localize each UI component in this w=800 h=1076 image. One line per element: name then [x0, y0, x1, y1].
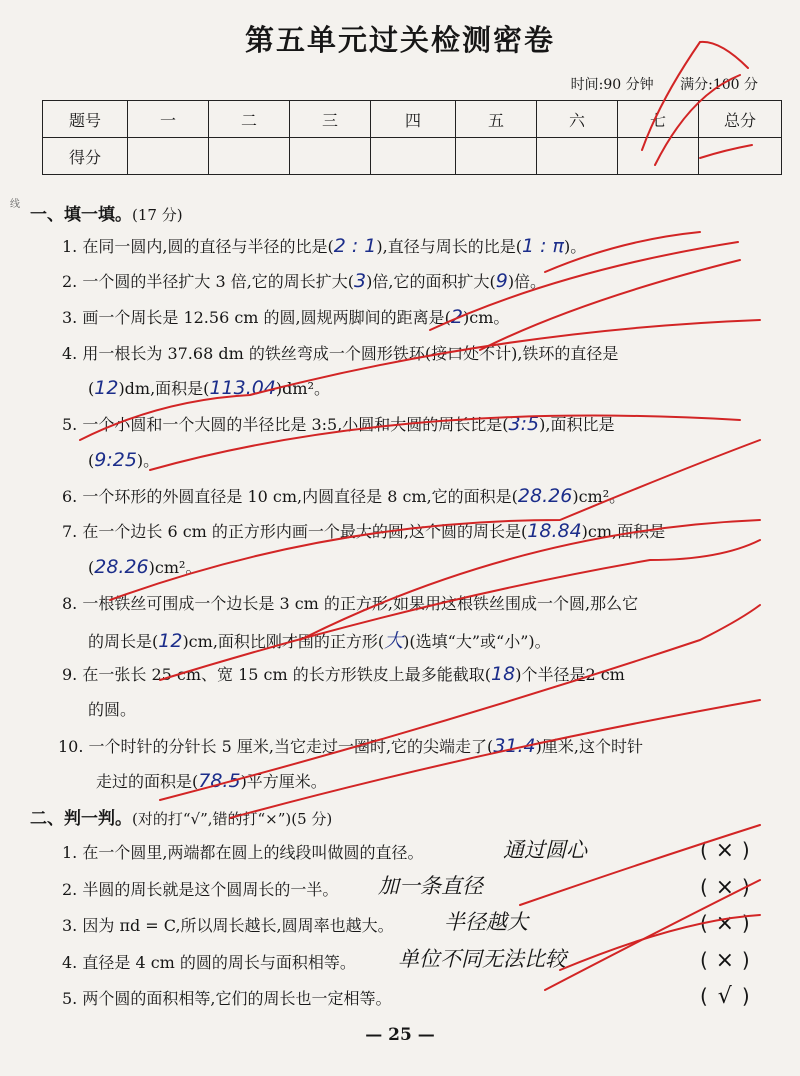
question-8 — [62, 591, 638, 614]
question-7 — [62, 519, 665, 542]
question-text: ),直径与周长的比是( — [376, 237, 522, 256]
question-text: 6. 一个环形的外圆直径是 10 cm,内圆直径是 8 cm,它的面积是( — [62, 487, 518, 506]
question-9-cont — [88, 697, 136, 720]
question-text: )。 — [136, 451, 160, 470]
section-1-heading — [30, 200, 183, 225]
judge-mark: × — [715, 875, 735, 900]
handwritten-answer: 3:5 — [508, 413, 540, 435]
score-table-cell: 七 — [618, 101, 699, 138]
handwritten-answer: 9 — [495, 270, 508, 292]
judge-answer: ( × ) — [700, 948, 750, 973]
question-text: ( — [88, 451, 95, 470]
time-limit: 时间:90 分钟 — [570, 77, 654, 93]
judge-answer: ( × ) — [700, 875, 750, 900]
judge-item — [62, 913, 394, 936]
section-title: 一、填一填。 — [30, 205, 132, 225]
judge-item — [62, 986, 391, 1009]
score-table — [42, 100, 782, 175]
score-table-cell: 题号 — [43, 101, 128, 138]
question-7-cont — [88, 555, 201, 578]
question-text: 7. 在一个边长 6 cm 的正方形内画一个最大的圆,这个圆的周长是( — [62, 522, 528, 541]
judge-statement: 3. 因为 πd = C,所以周长越长,圆周率也越大。 — [62, 916, 394, 935]
question-text: 10. 一个时针的分针长 5 厘米,当它走过一圈时,它的尖端走了( — [58, 737, 494, 756]
page-title: 第五单元过关检测密卷 — [244, 23, 555, 57]
handwritten-note: 通过圆心 — [503, 838, 587, 862]
handwritten-note: 半径越大 — [444, 910, 528, 934]
question-3 — [62, 305, 509, 328]
handwritten-answer: 28.26 — [517, 485, 573, 507]
question-text: )。 — [563, 237, 587, 256]
binding-edge-mark: 线 — [10, 199, 20, 210]
question-text: )平方厘米。 — [240, 772, 327, 791]
score-table-cell: 五 — [456, 101, 537, 138]
score-cell-empty — [128, 138, 209, 175]
handwritten-note: 单位不同无法比较 — [398, 947, 566, 971]
handwritten-answer: 31.4 — [493, 735, 536, 757]
question-text: ),面积比是 — [539, 415, 615, 434]
judge-item — [62, 950, 356, 973]
question-1 — [62, 234, 586, 257]
page-number: — 25 — — [365, 1025, 435, 1045]
judge-statement: 1. 在一个圆里,两端都在圆上的线段叫做圆的直径。 — [62, 843, 424, 862]
judge-answer: ( × ) — [700, 911, 750, 936]
question-text: 8. 一根铁丝可围成一个边长是 3 cm 的正方形,如果用这根铁丝围成一个圆,那么它 — [62, 594, 639, 613]
section-points: (对的打“√”,错的打“×”)(5 分) — [132, 810, 333, 828]
question-text: )厘米,这个时针 — [535, 737, 643, 756]
question-text: )个半径是2 cm — [515, 665, 625, 684]
judge-mark: × — [715, 948, 735, 973]
question-9 — [62, 662, 625, 685]
question-text: )dm,面积是( — [118, 379, 210, 398]
question-text: 2. 一个圆的半径扩大 3 倍,它的周长扩大( — [62, 272, 355, 291]
section-2-heading — [30, 804, 332, 829]
question-8-cont — [88, 626, 551, 653]
score-cell-empty — [699, 138, 782, 175]
question-text: )cm²。 — [572, 487, 626, 506]
handwritten-answer: 18 — [491, 663, 516, 685]
question-text: 4. 用一根长为 37.68 dm 的铁丝弯成一个圆形铁环(接口处不计),铁环的直径是 — [62, 344, 619, 363]
question-text: )(选填“大”或“小”)。 — [403, 632, 551, 651]
judge-item — [62, 840, 423, 863]
handwritten-answer: 12 — [94, 377, 119, 399]
question-text: 的圆。 — [88, 700, 137, 719]
judge-answer: ( × ) — [700, 838, 750, 863]
question-4-cont — [88, 376, 330, 399]
judge-answer: ( √ ) — [700, 984, 750, 1009]
judge-mark: √ — [717, 984, 732, 1009]
exam-meta — [549, 74, 758, 94]
handwritten-answer: 12 — [158, 630, 183, 652]
score-table-cell: 六 — [537, 101, 618, 138]
handwritten-answer: 2 — [450, 306, 463, 328]
judge-statement: 5. 两个圆的面积相等,它们的周长也一定相等。 — [62, 989, 392, 1008]
question-10-cont — [96, 769, 327, 792]
question-5-cont — [88, 448, 159, 471]
judge-item — [62, 877, 338, 900]
question-6 — [62, 484, 625, 507]
handwritten-note: 加一条直径 — [378, 874, 483, 898]
score-table-cell: 二 — [209, 101, 290, 138]
score-cell-empty — [456, 138, 537, 175]
handwritten-answer: 113.04 — [209, 377, 276, 399]
question-4 — [62, 341, 618, 364]
handwritten-answer: 78.5 — [198, 770, 241, 792]
score-table-cell: 一 — [128, 101, 209, 138]
red-check-mark — [230, 700, 760, 818]
handwritten-answer: 1 : π — [521, 235, 564, 257]
question-text: 5. 一个小圆和一个大圆的半径比是 3:5,小圆和大圆的周长比是( — [62, 415, 509, 434]
score-row-label: 得分 — [43, 138, 128, 175]
section-title: 二、判一判。 — [30, 809, 132, 829]
judge-statement: 4. 直径是 4 cm 的圆的周长与面积相等。 — [62, 953, 356, 972]
question-text: )cm,面积是 — [581, 522, 666, 541]
question-text: 3. 画一个周长是 12.56 cm 的圆,圆规两脚间的距离是( — [62, 308, 451, 327]
score-table-cell: 总分 — [699, 101, 782, 138]
score-cell-empty — [537, 138, 618, 175]
question-10 — [58, 734, 643, 757]
question-text: )倍,它的面积扩大( — [366, 272, 496, 291]
question-text: ( — [88, 379, 95, 398]
question-text: 走过的面积是( — [96, 772, 199, 791]
question-5 — [62, 412, 614, 435]
handwritten-answer: 3 — [354, 270, 367, 292]
score-table-cell: 三 — [290, 101, 371, 138]
handwritten-answer: 28.26 — [94, 556, 149, 578]
handwritten-answer: 18.84 — [527, 520, 582, 542]
handwritten-answer: 9:25 — [94, 449, 137, 471]
section-points: (17 分) — [132, 206, 183, 224]
question-text: )cm。 — [462, 308, 510, 327]
score-table-score-row — [43, 138, 782, 175]
question-text: 9. 在一张长 25 cm、宽 15 cm 的长方形铁皮上最多能截取( — [62, 665, 492, 684]
score-table-cell: 四 — [371, 101, 456, 138]
score-cell-empty — [209, 138, 290, 175]
question-text: )dm²。 — [275, 379, 330, 398]
judge-statement: 2. 半圆的周长就是这个圆周长的一半。 — [62, 880, 339, 899]
score-cell-empty — [618, 138, 699, 175]
question-text: 1. 在同一圆内,圆的直径与半径的比是( — [62, 237, 334, 256]
score-table-header-row — [43, 101, 782, 138]
question-text: )倍。 — [507, 272, 547, 291]
question-2 — [62, 269, 546, 292]
question-text: 的周长是( — [88, 632, 159, 651]
question-text: )cm,面积比刚才围的正方形( — [182, 632, 385, 651]
handwritten-answer: 大 — [384, 630, 404, 652]
full-score: 满分:100 分 — [680, 77, 758, 93]
question-text: ( — [88, 558, 95, 577]
handwritten-answer: 2 : 1 — [333, 235, 377, 257]
judge-mark: × — [715, 911, 735, 936]
judge-mark: × — [715, 838, 735, 863]
score-cell-empty — [290, 138, 371, 175]
score-cell-empty — [371, 138, 456, 175]
question-text: )cm²。 — [148, 558, 202, 577]
